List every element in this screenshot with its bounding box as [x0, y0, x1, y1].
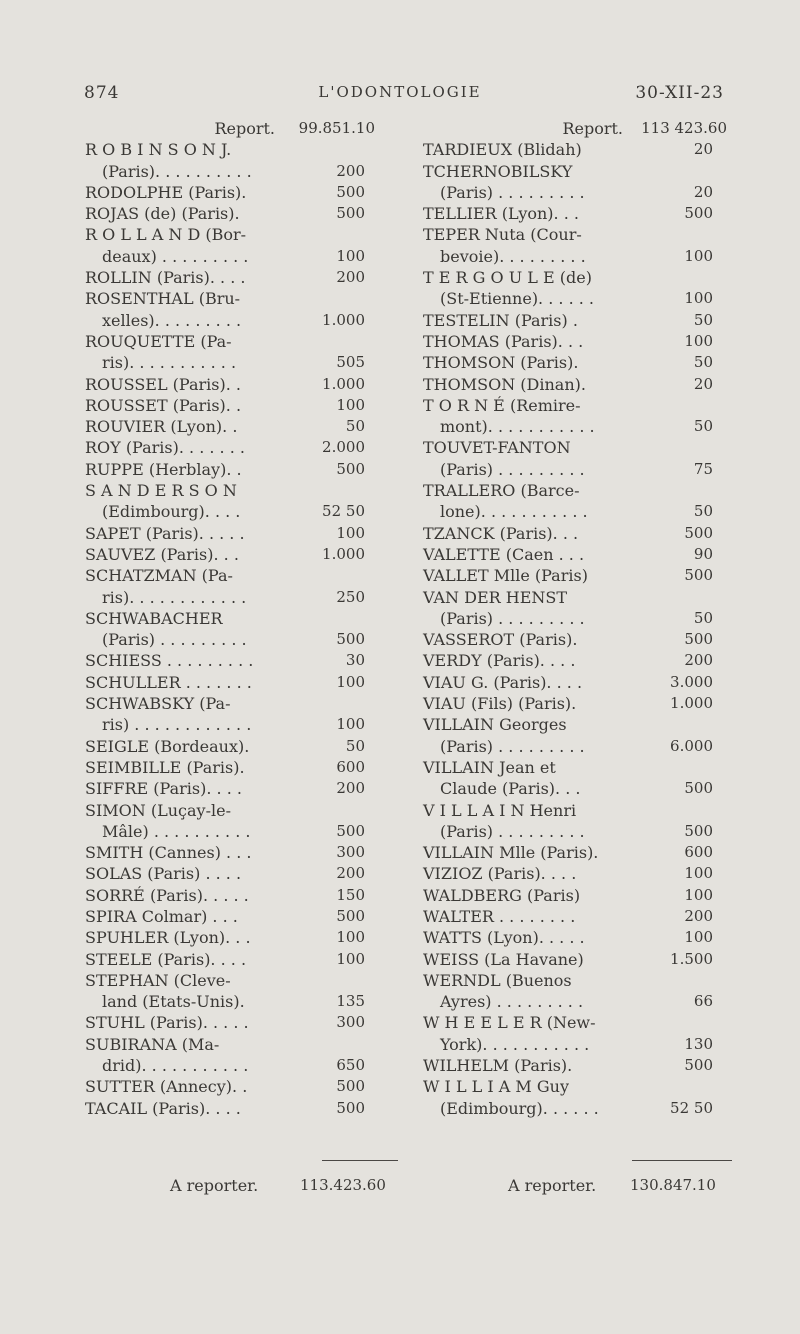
subscriber-name: bevoie). . . . . . . . . [440, 246, 586, 266]
list-item [423, 437, 733, 458]
report-label: Report. [214, 119, 275, 138]
subscription-amount: 300 [336, 1013, 365, 1032]
subscriber-name: Mâle) . . . . . . . . . . [102, 821, 251, 841]
list-item [85, 437, 405, 458]
list-item [85, 1098, 405, 1119]
subscriber-name: (Edimbourg). . . . . . [440, 1098, 599, 1118]
list-item [423, 1034, 733, 1055]
subscriber-name: ROLLIN (Paris). . . . [85, 268, 246, 288]
subscription-amount: 75 [693, 459, 713, 478]
subscriber-name: ris) . . . . . . . . . . . . [102, 715, 252, 735]
subscriber-name: SPUHLER (Lyon). . . [85, 928, 251, 948]
subscriber-name: T E R G O U L E (de) [423, 268, 592, 288]
subscription-amount: 100 [684, 246, 713, 265]
subscriber-name: TELLIER (Lyon). . . [423, 204, 579, 224]
subscription-amount: 505 [336, 353, 365, 372]
subscriber-name: W I L L I A M Guy [423, 1077, 569, 1097]
list-item [423, 1076, 733, 1097]
list-item [423, 927, 733, 948]
list-item [85, 970, 405, 991]
list-item [85, 587, 405, 608]
subscription-amount: 135 [336, 992, 365, 1011]
subscription-amount: 20 [693, 374, 713, 393]
list-item [423, 672, 733, 693]
subscription-amount: 50 [693, 417, 713, 436]
subscriber-name: TESTELIN (Paris) . [423, 310, 578, 330]
list-item [85, 906, 405, 927]
list-item [423, 501, 733, 522]
list-item [85, 1055, 405, 1076]
list-item [423, 1098, 733, 1119]
list-item [423, 842, 733, 863]
subscription-amount: 500 [684, 821, 713, 840]
subscription-amount: 100 [684, 331, 713, 350]
subscription-amount: 200 [336, 864, 365, 883]
subscription-amount: 100 [684, 928, 713, 947]
list-item [423, 523, 733, 544]
subscription-amount: 130 [684, 1034, 713, 1053]
subscription-amount: 200 [684, 651, 713, 670]
subscriber-name: Ayres) . . . . . . . . . [440, 992, 584, 1012]
list-item [423, 182, 733, 203]
list-item [423, 1055, 733, 1076]
list-item [423, 374, 733, 395]
subscriber-name: (St-Etienne). . . . . . [440, 289, 594, 309]
carry-forward-amount: 113.423.60 [300, 1176, 386, 1194]
subscription-amount: 52 50 [322, 502, 365, 521]
issue-date: 30-XII-23 [635, 83, 724, 103]
list-item [423, 544, 733, 565]
list-item [85, 927, 405, 948]
list-item [85, 885, 405, 906]
subscription-amount: 500 [336, 204, 365, 223]
subscriber-name: SORRÉ (Paris). . . . . [85, 885, 249, 905]
list-item [85, 459, 405, 480]
subscription-amount: 1.000 [322, 544, 365, 563]
subscriber-name: VILLAIN Mlle (Paris). [423, 843, 599, 863]
subscription-amount: 500 [684, 779, 713, 798]
subscriber-name: R O B I N S O N J. [85, 140, 232, 160]
subscription-amount: 1.000 [322, 374, 365, 393]
subscriber-name: drid). . . . . . . . . . . [102, 1056, 249, 1076]
subscription-amount: 50 [693, 353, 713, 372]
subscription-amount: 100 [336, 928, 365, 947]
subscription-amount: 100 [336, 246, 365, 265]
list-item [85, 714, 405, 735]
subscriber-name: WEISS (La Havane) [423, 949, 584, 969]
subscriber-name: SMITH (Cannes) . . . [85, 843, 252, 863]
subscriber-name: (Paris) . . . . . . . . . [440, 182, 585, 202]
subscriber-name: VIAU G. (Paris). . . . [423, 672, 583, 692]
list-item [423, 310, 733, 331]
list-item [85, 288, 405, 309]
list-item [423, 203, 733, 224]
subscription-amount: 50 [693, 310, 713, 329]
list-item [85, 1034, 405, 1055]
subscription-amount: 500 [684, 1056, 713, 1075]
subscriber-name: ris). . . . . . . . . . . . [102, 587, 247, 607]
subscription-amount: 500 [684, 566, 713, 585]
subscription-amount: 1.500 [670, 949, 713, 968]
subscriber-name: VILLAIN Jean et [423, 757, 556, 777]
list-item [423, 565, 733, 586]
subscriber-name: ris). . . . . . . . . . . [102, 353, 237, 373]
list-item [423, 608, 733, 629]
carry-forward-amount: 130.847.10 [630, 1176, 716, 1194]
list-item [423, 459, 733, 480]
subscriber-name: SOLAS (Paris) . . . . [85, 864, 242, 884]
list-item [85, 842, 405, 863]
subscription-amount: 500 [336, 1098, 365, 1117]
list-item [85, 374, 405, 395]
list-item [423, 949, 733, 970]
subscriber-name: ROUSSET (Paris). . [85, 395, 242, 415]
list-item [85, 800, 405, 821]
subscriber-name: (Paris) . . . . . . . . . [440, 459, 585, 479]
subscription-amount: 50 [345, 736, 365, 755]
list-item [85, 501, 405, 522]
subscriber-name: VIAU (Fils) (Paris). [423, 694, 577, 714]
list-item [85, 949, 405, 970]
list-item [85, 693, 405, 714]
subscription-amount: 200 [684, 906, 713, 925]
subscriber-name: (Paris) . . . . . . . . . [440, 736, 585, 756]
subscriber-name: THOMSON (Dinan). [423, 374, 586, 394]
list-item [85, 565, 405, 586]
subscription-amount: 3.000 [670, 672, 713, 691]
subscriber-name: VALLET Mlle (Paris) [423, 566, 588, 586]
list-item [423, 161, 733, 182]
subscriber-name: T O R N É (Remire- [423, 395, 581, 415]
carry-forward-label: A reporter. [170, 1176, 259, 1195]
list-item [423, 331, 733, 352]
subscriber-name: ROJAS (de) (Paris). [85, 204, 240, 224]
subscription-amount: 100 [336, 395, 365, 414]
subscription-amount: 20 [693, 182, 713, 201]
subscription-amount: 50 [345, 417, 365, 436]
list-item [85, 650, 405, 671]
subscriber-name: VAN DER HENST [423, 587, 568, 607]
subscription-amount: 500 [684, 204, 713, 223]
list-item [85, 523, 405, 544]
subscriber-name: lone). . . . . . . . . . . [440, 502, 588, 522]
subscriber-name: WALDBERG (Paris) [423, 885, 581, 905]
subscription-amount: 66 [693, 992, 713, 1011]
subscription-amount: 500 [336, 1077, 365, 1096]
list-item [85, 608, 405, 629]
list-item [423, 288, 733, 309]
list-item [423, 224, 733, 245]
right-column [423, 118, 733, 1119]
subscription-amount: 100 [336, 715, 365, 734]
subscription-amount: 90 [693, 544, 713, 563]
list-item [423, 821, 733, 842]
subscriber-name: SUTTER (Annecy). . [85, 1077, 248, 1097]
list-item [85, 821, 405, 842]
list-item [85, 736, 405, 757]
list-item [85, 544, 405, 565]
subscription-amount: 300 [336, 843, 365, 862]
subscription-amount: 100 [336, 672, 365, 691]
list-item [85, 1076, 405, 1097]
report-row [85, 118, 405, 139]
subscriber-name: SEIMBILLE (Paris). [85, 757, 245, 777]
subscriber-name: WILHELM (Paris). [423, 1056, 573, 1076]
subscription-amount: 650 [336, 1056, 365, 1075]
subscriber-name: SCHIESS . . . . . . . . . [85, 651, 254, 671]
subscription-amount: 600 [684, 843, 713, 862]
subscription-amount: 30 [345, 651, 365, 670]
subscriber-name: W H E E L E R (New- [423, 1013, 596, 1033]
subscriber-name: TARDIEUX (Blidah) [423, 140, 582, 160]
subscription-amount: 200 [336, 779, 365, 798]
list-item [423, 139, 733, 160]
subscription-amount: 100 [336, 949, 365, 968]
subscriber-name: SIMON (Luçay-le- [85, 800, 231, 820]
subscription-amount: 52 50 [670, 1098, 713, 1117]
list-item [85, 395, 405, 416]
subscriber-name: STEELE (Paris). . . . [85, 949, 247, 969]
list-item [423, 863, 733, 884]
subscriber-name: THOMAS (Paris). . . [423, 331, 584, 351]
list-item [423, 714, 733, 735]
subscription-amount: 2.000 [322, 438, 365, 457]
subscription-amount: 150 [336, 885, 365, 904]
subscription-amount: 100 [684, 864, 713, 883]
list-item [423, 736, 733, 757]
subscriber-name: mont). . . . . . . . . . . [440, 417, 595, 437]
subscription-amount: 1.000 [670, 694, 713, 713]
list-item [423, 395, 733, 416]
list-item [85, 161, 405, 182]
subscriber-name: SEIGLE (Bordeaux). [85, 736, 250, 756]
subscriber-name: SUBIRANA (Ma- [85, 1034, 220, 1054]
list-item [423, 416, 733, 437]
list-item [85, 863, 405, 884]
subscription-amount: 500 [336, 182, 365, 201]
report-amount: 113 423.60 [641, 119, 727, 137]
list-item [85, 267, 405, 288]
subscriber-name: RUPPE (Herblay). . [85, 459, 242, 479]
list-item [85, 352, 405, 373]
report-row [423, 118, 733, 139]
list-item [423, 267, 733, 288]
subscriber-name: SAPET (Paris). . . . . [85, 523, 245, 543]
list-item [85, 182, 405, 203]
subscriber-name: VIZIOZ (Paris). . . . [423, 864, 577, 884]
list-item [423, 480, 733, 501]
subscriber-name: THOMSON (Paris). [423, 353, 579, 373]
subscriber-name: York). . . . . . . . . . . [440, 1034, 590, 1054]
subscriber-name: WALTER . . . . . . . . [423, 906, 576, 926]
subscription-amount: 500 [336, 630, 365, 649]
subscriber-name: SCHULLER . . . . . . . [85, 672, 252, 692]
list-item [423, 629, 733, 650]
list-item [85, 246, 405, 267]
list-item [85, 757, 405, 778]
subscriber-name: TCHERNOBILSKY [423, 161, 573, 181]
list-item [85, 672, 405, 693]
list-item [85, 331, 405, 352]
subscriber-name: deaux) . . . . . . . . . [102, 246, 249, 266]
subscriber-name: ROSENTHAL (Bru- [85, 289, 241, 309]
list-item [85, 480, 405, 501]
subscriber-name: TACAIL (Paris). . . . [85, 1098, 241, 1118]
subscriber-name: VERDY (Paris). . . . [423, 651, 576, 671]
list-item [85, 1012, 405, 1033]
subscriber-name: (Paris). . . . . . . . . . [102, 161, 252, 181]
subscriber-name: R O L L A N D (Bor- [85, 225, 247, 245]
subscriber-name: TRALLERO (Barce- [423, 481, 580, 501]
subscription-amount: 500 [684, 630, 713, 649]
subscription-amount: 250 [336, 587, 365, 606]
journal-title: L'ODONTOLOGIE [318, 83, 482, 101]
list-item [423, 246, 733, 267]
subscriber-name: SAUVEZ (Paris). . . [85, 544, 239, 564]
report-label: Report. [562, 119, 623, 138]
subscriber-name: TZANCK (Paris). . . [423, 523, 579, 543]
subscriber-name: WATTS (Lyon). . . . . [423, 928, 585, 948]
list-item [423, 800, 733, 821]
subscription-amount: 200 [336, 268, 365, 287]
subscriber-name: ROY (Paris). . . . . . . [85, 438, 245, 458]
subscription-amount: 100 [684, 289, 713, 308]
list-item [85, 203, 405, 224]
subscriber-name: TOUVET-FANTON [423, 438, 571, 458]
subscriber-name: ROUVIER (Lyon). . [85, 417, 238, 437]
subscriber-name: land (Etats-Unis). [102, 992, 245, 1012]
subscription-amount: 50 [693, 502, 713, 521]
subscription-amount: 6.000 [670, 736, 713, 755]
subscriber-name: WERNDL (Buenos [423, 970, 572, 990]
subscriber-name: STUHL (Paris). . . . . [85, 1013, 249, 1033]
subscriber-name: (Paris) . . . . . . . . . [440, 821, 585, 841]
subscriber-name: TEPER Nuta (Cour- [423, 225, 582, 245]
subscriber-name: ROUQUETTE (Pa- [85, 331, 232, 351]
subscriber-name: ROUSSEL (Paris). . [85, 374, 241, 394]
list-item [85, 139, 405, 160]
subscriber-name: RODOLPHE (Paris). [85, 182, 247, 202]
subscription-amount: 1.000 [322, 310, 365, 329]
list-item [423, 587, 733, 608]
list-item [423, 352, 733, 373]
subscriber-name: VASSEROT (Paris). [423, 630, 578, 650]
list-item [85, 778, 405, 799]
subscriber-name: SIFFRE (Paris). . . . [85, 779, 242, 799]
subscription-amount: 500 [684, 523, 713, 542]
report-amount: 99.851.10 [298, 119, 375, 137]
subscription-amount: 200 [336, 161, 365, 180]
subscriber-name: SCHATZMAN (Pa- [85, 566, 233, 586]
subscription-amount: 100 [684, 885, 713, 904]
subscriber-name: V I L L A I N Henri [423, 800, 577, 820]
subscription-amount: 500 [336, 906, 365, 925]
subscription-amount: 100 [336, 523, 365, 542]
subscriber-name: STEPHAN (Cleve- [85, 970, 231, 990]
list-item [423, 778, 733, 799]
list-item [85, 416, 405, 437]
subscriber-name: (Paris) . . . . . . . . . [102, 630, 247, 650]
subscription-amount: 20 [693, 140, 713, 159]
subscriber-name: Claude (Paris). . . [440, 779, 581, 799]
subscriber-name: VILLAIN Georges [423, 715, 567, 735]
page-number: 874 [84, 83, 120, 103]
left-column [85, 118, 405, 1119]
list-item [423, 650, 733, 671]
subscription-amount: 50 [693, 608, 713, 627]
total-rule [322, 1160, 398, 1161]
subscriber-name: SPIRA Colmar) . . . [85, 906, 238, 926]
list-item [85, 991, 405, 1012]
list-item [423, 693, 733, 714]
list-item [85, 629, 405, 650]
list-item [423, 906, 733, 927]
list-item [423, 885, 733, 906]
list-item [423, 970, 733, 991]
total-rule [632, 1160, 732, 1161]
carry-forward-label: A reporter. [508, 1176, 597, 1195]
list-item [423, 757, 733, 778]
list-item [85, 310, 405, 331]
subscription-amount: 500 [336, 459, 365, 478]
subscriber-name: (Edimbourg). . . . [102, 502, 241, 522]
list-item [423, 991, 733, 1012]
list-item [423, 1012, 733, 1033]
subscription-amount: 600 [336, 757, 365, 776]
subscriber-name: xelles). . . . . . . . . [102, 310, 242, 330]
list-item [85, 224, 405, 245]
subscriber-name: SCHWABACHER [85, 608, 223, 628]
subscriber-name: SCHWABSKY (Pa- [85, 694, 231, 714]
subscription-amount: 500 [336, 821, 365, 840]
subscriber-name: S A N D E R S O N [85, 481, 237, 501]
subscriber-name: VALETTE (Caen . . . [423, 544, 585, 564]
subscriber-name: (Paris) . . . . . . . . . [440, 608, 585, 628]
